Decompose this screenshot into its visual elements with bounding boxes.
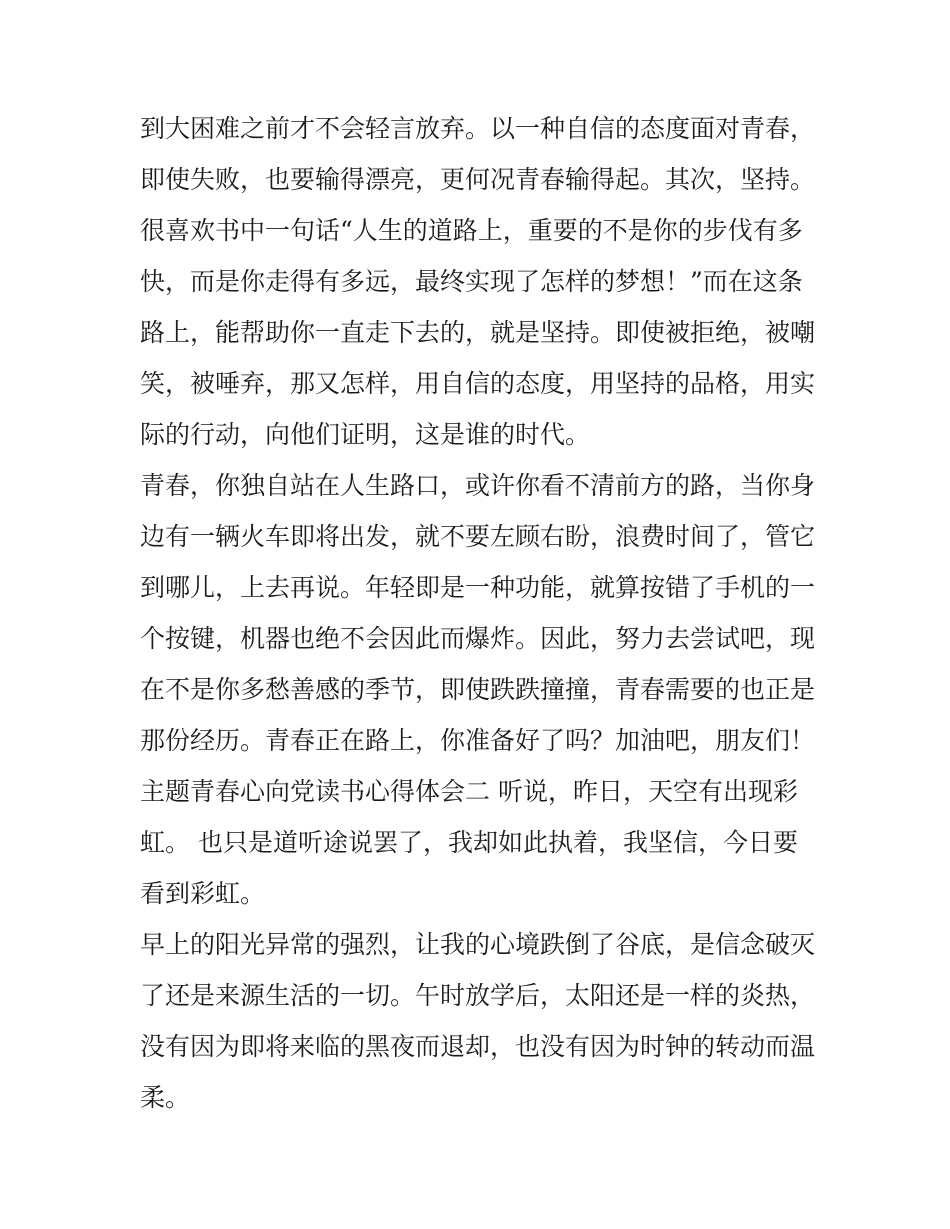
text-line: 虹。 也只是道听途说罢了，我却如此执着，我坚信，今日要: [140, 828, 798, 857]
text-line: 没有因为即将来临的黑夜而退却，也没有因为时钟的转动而温: [140, 1032, 816, 1061]
text-line: 很喜欢书中一句话“人生的道路上，重要的不是你的步伐有多: [140, 216, 803, 245]
document-body: [140, 103, 820, 1123]
text-line: 到大困难之前才不会轻言放弃。以一种自信的态度面对青春，: [140, 114, 816, 143]
text-line: 那份经历。青春正在路上，你准备好了吗？加油吧，朋友们！: [140, 726, 816, 755]
text-line: 了还是来源生活的一切。午时放学后，太阳还是一样的炎热，: [140, 981, 816, 1010]
text-line: 际的行动，向他们证明，这是谁的时代。: [140, 420, 591, 449]
text-line: 早上的阳光异常的强烈，让我的心境跌倒了谷底，是信念破灭: [140, 930, 816, 959]
text-line: 笑，被唾弃，那又怎样，用自信的态度，用坚持的品格，用实: [140, 369, 816, 398]
text-line: 个按键，机器也绝不会因此而爆炸。因此，努力去尝试吧，现: [140, 624, 816, 653]
text-line: 边有一辆火车即将出发，就不要左顾右盼，浪费时间了，管它: [140, 522, 816, 551]
text-line: 快，而是你走得有多远，最终实现了怎样的梦想！”而在这条: [140, 267, 803, 296]
text-line: 青春，你独自站在人生路口，或许你看不清前方的路，当你身: [140, 471, 816, 500]
text-line: 路上，能帮助你一直走下去的，就是坚持。即使被拒绝，被嘲: [140, 318, 816, 347]
text-line: 在不是你多愁善感的季节，即使跌跌撞撞，青春需要的也正是: [140, 675, 816, 704]
text-line: 到哪儿，上去再说。年轻即是一种功能，就算按错了手机的一: [140, 573, 816, 602]
text-line: 主题青春心向党读书心得体会二 听说，昨日，天空有出现彩: [140, 777, 798, 806]
text-line: 看到彩虹。: [140, 879, 266, 908]
text-line: 柔。: [140, 1083, 191, 1112]
text-line: 即使失败，也要输得漂亮，更何况青春输得起。其次，坚持。: [140, 165, 816, 194]
